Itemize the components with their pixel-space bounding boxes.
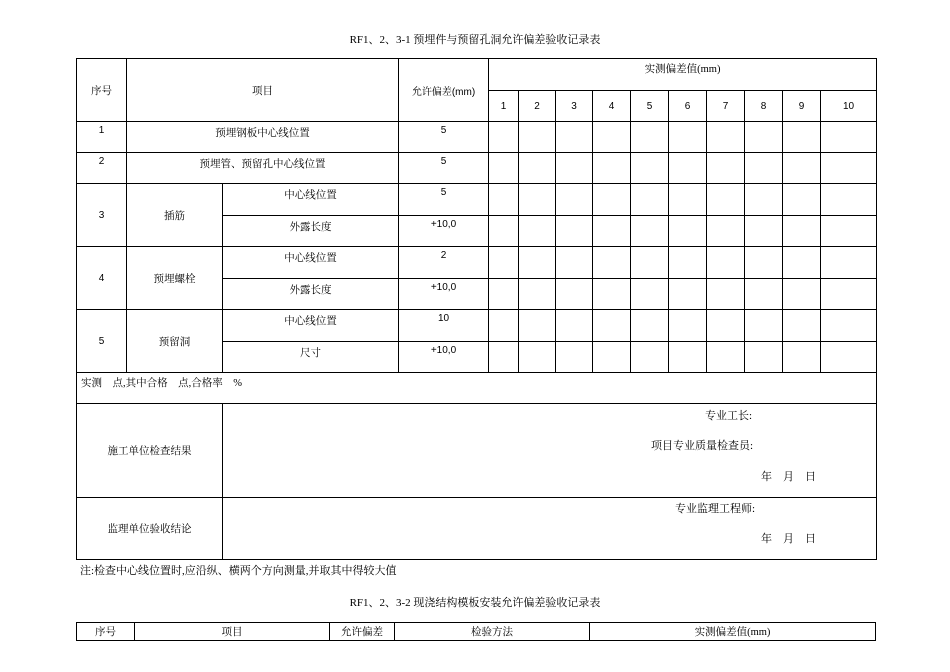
table-row (77, 184, 877, 216)
col-header-10: 10 (821, 91, 877, 122)
measure-cell[interactable] (669, 153, 707, 184)
table-row (77, 122, 877, 153)
measure-cell[interactable] (783, 184, 821, 216)
t2-header-tolerance: 允许偏差 (330, 623, 395, 641)
measure-cell[interactable] (745, 247, 783, 279)
measure-cell[interactable] (669, 279, 707, 310)
measure-cell[interactable] (669, 216, 707, 247)
row-subitem: 中心线位置 (223, 184, 399, 216)
measure-cell[interactable] (489, 342, 519, 373)
measure-cell[interactable] (519, 247, 556, 279)
measure-cell[interactable] (489, 122, 519, 153)
measure-cell[interactable] (556, 247, 593, 279)
col-header-6: 6 (669, 91, 707, 122)
row-subitem: 尺寸 (223, 342, 399, 373)
summary-line[interactable]: 实测 点,其中合格 点,合格率 % (77, 373, 877, 404)
measure-cell[interactable] (707, 342, 745, 373)
row-tolerance: +10,0 (399, 342, 489, 373)
col-header-4: 4 (593, 91, 631, 122)
measure-cell[interactable] (519, 122, 556, 153)
measure-cell[interactable] (593, 216, 631, 247)
row-tolerance: +10,0 (399, 216, 489, 247)
table-row (77, 247, 877, 279)
measure-cell[interactable] (519, 153, 556, 184)
measure-cell[interactable] (489, 247, 519, 279)
header-tolerance: 允许偏差(mm) (399, 59, 489, 122)
col-header-9: 9 (783, 91, 821, 122)
t2-header-measured: 实测偏差值(mm) (590, 623, 876, 641)
row-tolerance: 5 (399, 122, 489, 153)
row-tolerance: +10,0 (399, 279, 489, 310)
measure-cell[interactable] (707, 184, 745, 216)
construction-unit-result[interactable] (223, 404, 877, 498)
measure-cell[interactable] (519, 310, 556, 342)
measure-cell[interactable] (556, 153, 593, 184)
table-row (77, 153, 877, 184)
measure-cell[interactable] (707, 153, 745, 184)
measure-cell[interactable] (669, 310, 707, 342)
measure-cell[interactable] (783, 279, 821, 310)
row-group: 预埋螺栓 (127, 247, 223, 310)
row-subitem: 中心线位置 (223, 247, 399, 279)
measure-cell[interactable] (821, 216, 877, 247)
measure-cell[interactable] (593, 342, 631, 373)
measure-cell[interactable] (631, 216, 669, 247)
measure-cell[interactable] (489, 279, 519, 310)
measure-cell[interactable] (821, 153, 877, 184)
measure-cell[interactable] (556, 342, 593, 373)
measure-cell[interactable] (745, 279, 783, 310)
construction-unit-label: 施工单位检查结果 (77, 404, 223, 498)
measure-cell[interactable] (631, 247, 669, 279)
measure-cell[interactable] (821, 184, 877, 216)
col-header-7: 7 (707, 91, 745, 122)
row-item: 预埋管、预留孔中心线位置 (127, 153, 399, 184)
measure-cell[interactable] (821, 122, 877, 153)
measure-cell[interactable] (783, 153, 821, 184)
measure-cell[interactable] (745, 184, 783, 216)
measure-cell[interactable] (745, 216, 783, 247)
measure-cell[interactable] (783, 247, 821, 279)
table2-title: RF1、2、3-2 现浇结构模板安装允许偏差验收记录表 (349, 597, 601, 609)
measure-cell[interactable] (631, 342, 669, 373)
measure-cell[interactable] (707, 310, 745, 342)
row-subitem: 外露长度 (223, 216, 399, 247)
measure-cell[interactable] (821, 279, 877, 310)
measure-cell[interactable] (783, 122, 821, 153)
col-header-1: 1 (489, 91, 519, 122)
col-header-2: 2 (519, 91, 556, 122)
quality-inspector-label: 项目专业质量检查员: (651, 440, 754, 452)
supervising-engineer-label: 专业监理工程师: (675, 503, 756, 515)
row-item: 预埋钢板中心线位置 (127, 122, 399, 153)
table1-title: RF1、2、3-1 预埋件与预留孔洞允许偏差验收记录表 (349, 34, 601, 46)
measure-cell[interactable] (631, 279, 669, 310)
measure-cell[interactable] (745, 342, 783, 373)
measure-cell[interactable] (593, 310, 631, 342)
measure-cell[interactable] (556, 310, 593, 342)
measure-cell[interactable] (556, 216, 593, 247)
t2-header-item: 项目 (135, 623, 330, 641)
header-seq: 序号 (77, 59, 127, 122)
measure-cell[interactable] (783, 216, 821, 247)
measure-cell[interactable] (745, 153, 783, 184)
measure-cell[interactable] (821, 342, 877, 373)
measure-cell[interactable] (489, 153, 519, 184)
supervision-unit-conclusion[interactable] (223, 498, 877, 560)
measure-cell[interactable] (489, 184, 519, 216)
row-tolerance: 5 (399, 153, 489, 184)
measure-cell[interactable] (593, 279, 631, 310)
measure-cell[interactable] (593, 184, 631, 216)
construction-date-label: 年 月 日 (761, 471, 816, 483)
formwork-record-table (76, 622, 876, 641)
row-tolerance: 10 (399, 310, 489, 342)
measure-cell[interactable] (631, 153, 669, 184)
measure-cell[interactable] (821, 247, 877, 279)
header-item: 项目 (127, 59, 399, 122)
row-seq: 4 (77, 247, 127, 310)
measure-cell[interactable] (556, 184, 593, 216)
measure-cell[interactable] (707, 122, 745, 153)
measure-cell[interactable] (593, 247, 631, 279)
measure-cell[interactable] (783, 342, 821, 373)
measure-cell[interactable] (669, 184, 707, 216)
measure-cell[interactable] (669, 122, 707, 153)
measure-cell[interactable] (821, 310, 877, 342)
measure-cell[interactable] (669, 247, 707, 279)
measure-cell[interactable] (519, 184, 556, 216)
row-group: 插筋 (127, 184, 223, 247)
col-header-5: 5 (631, 91, 669, 122)
header-measured: 实测偏差值(mm) (489, 59, 877, 91)
col-header-8: 8 (745, 91, 783, 122)
row-group: 预留洞 (127, 310, 223, 373)
t2-header-seq: 序号 (77, 623, 135, 641)
measure-cell[interactable] (556, 279, 593, 310)
row-seq: 3 (77, 184, 127, 247)
row-tolerance: 5 (399, 184, 489, 216)
row-tolerance: 2 (399, 247, 489, 279)
measure-cell[interactable] (489, 216, 519, 247)
measure-cell[interactable] (631, 184, 669, 216)
measure-cell[interactable] (593, 122, 631, 153)
supervision-unit-label: 监理单位验收结论 (77, 498, 223, 560)
supervision-date-label: 年 月 日 (761, 533, 816, 545)
table-row (77, 310, 877, 342)
measure-cell[interactable] (489, 310, 519, 342)
measure-cell[interactable] (745, 122, 783, 153)
measure-cell[interactable] (669, 342, 707, 373)
measure-cell[interactable] (631, 122, 669, 153)
foreman-label: 专业工长: (705, 410, 753, 422)
row-seq: 1 (77, 122, 127, 153)
measure-cell[interactable] (519, 216, 556, 247)
row-subitem: 外露长度 (223, 279, 399, 310)
measure-cell[interactable] (593, 153, 631, 184)
measure-cell[interactable] (745, 310, 783, 342)
table1-note: 注:检查中心线位置时,应沿纵、横两个方向测量,并取其中得较大值 (80, 565, 397, 577)
measure-cell[interactable] (783, 310, 821, 342)
col-header-3: 3 (556, 91, 593, 122)
t2-header-method: 检验方法 (395, 623, 590, 641)
row-seq: 5 (77, 310, 127, 373)
row-seq: 2 (77, 153, 127, 184)
measure-cell[interactable] (519, 342, 556, 373)
measure-cell[interactable] (556, 122, 593, 153)
row-subitem: 中心线位置 (223, 310, 399, 342)
measure-cell[interactable] (707, 247, 745, 279)
measure-cell[interactable] (707, 216, 745, 247)
tolerance-record-table (76, 58, 877, 560)
measure-cell[interactable] (519, 279, 556, 310)
measure-cell[interactable] (631, 310, 669, 342)
measure-cell[interactable] (707, 279, 745, 310)
